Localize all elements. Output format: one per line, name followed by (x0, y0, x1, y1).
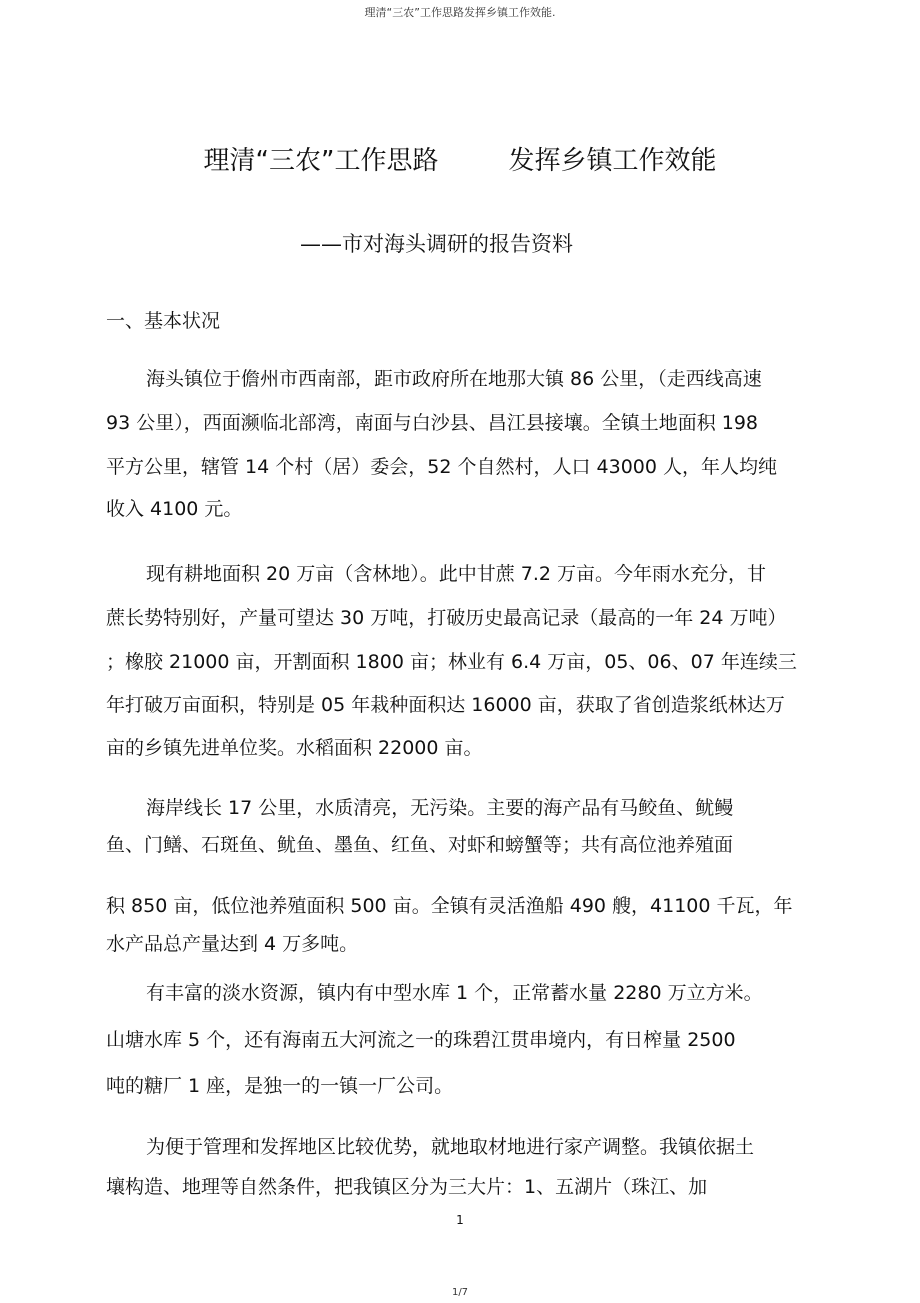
page-number: 1 (456, 1213, 464, 1227)
document-subtitle: ——市对海头调研的报告资料 (300, 232, 573, 256)
paragraph-1-line-1: 海头镇位于儋州市西南部，距市政府所在地那大镇 86 公里，（走西线高速 (146, 368, 762, 390)
paragraph-1-line-3: 平方公里，辖管 14 个村（居）委会，52 个自然村，人口 43000 人，年人均纯 (106, 456, 777, 478)
page-indicator: 1/7 (451, 1287, 469, 1298)
paragraph-2-line-2: 蔗长势特别好，产量可望达 30 万吨，打破历史最高记录（最高的一年 24 万吨） (106, 607, 787, 629)
paragraph-2-line-5: 亩的乡镇先进单位奖。水稻面积 22000 亩。 (106, 737, 483, 759)
paragraph-3-line-2: 鱼、门鳝、石斑鱼、鱿鱼、墨鱼、红鱼、对虾和螃蟹等；共有高位池养殖面 (106, 834, 734, 856)
paragraph-2-line-1: 现有耕地面积 20 万亩（含林地）。此中甘蔗 7.2 万亩。今年雨水充分，甘 (146, 563, 767, 585)
document-title (0, 140, 920, 177)
paragraph-4-line-1: 有丰富的淡水资源，镇内有中型水库 1 个，正常蓄水量 2280 万立方米。 (146, 982, 763, 1004)
title-part-2: 发挥乡镇工作效能 (508, 146, 717, 176)
running-header: 理清“三农”工作思路发挥乡镇工作效能. (364, 6, 556, 19)
paragraph-3-line-4: 水产品总产量达到 4 万多吨。 (106, 933, 359, 955)
paragraph-2-line-4: 年打破万亩面积，特别是 05 年栽种面积达 16000 亩，获取了省创造浆纸林达万 (106, 694, 785, 716)
paragraph-2-line-3: ；橡胶 21000 亩，开割面积 1800 亩；林业有 6.4 万亩，05、06、07 年连续三 (106, 651, 797, 673)
paragraph-4-line-3: 吨的糖厂 1 座，是独一的一镇一厂公司。 (106, 1075, 454, 1097)
paragraph-3-line-3: 积 850 亩，低位池养殖面积 500 亩。全镇有灵活渔船 490 艘，41100 千瓦，年 (106, 895, 793, 917)
paragraph-3-line-1: 海岸线长 17 公里，水质清亮，无污染。主要的海产品有马鲛鱼、鱿鳗 (146, 797, 734, 819)
paragraph-1-line-2: 93 公里），西面濒临北部湾，南面与白沙县、昌江县接壤。全镇土地面积 198 (106, 412, 759, 434)
paragraph-1-line-4: 收入 4100 元。 (106, 498, 243, 520)
paragraph-4-line-2: 山塘水库 5 个，还有海南五大河流之一的珠碧江贯串境内，有日榨量 2500 (106, 1029, 736, 1051)
section-heading: 一、基本状况 (106, 310, 221, 332)
paragraph-5-line-2: 壤构造、地理等自然条件，把我镇区分为三大片：1、五湖片（珠江、加 (106, 1176, 708, 1198)
paragraph-5-line-1: 为便于管理和发挥地区比较优势，就地取材地进行家产调整。我镇依据土 (146, 1136, 755, 1158)
title-part-1: 理清“三农”工作思路 (203, 146, 439, 176)
